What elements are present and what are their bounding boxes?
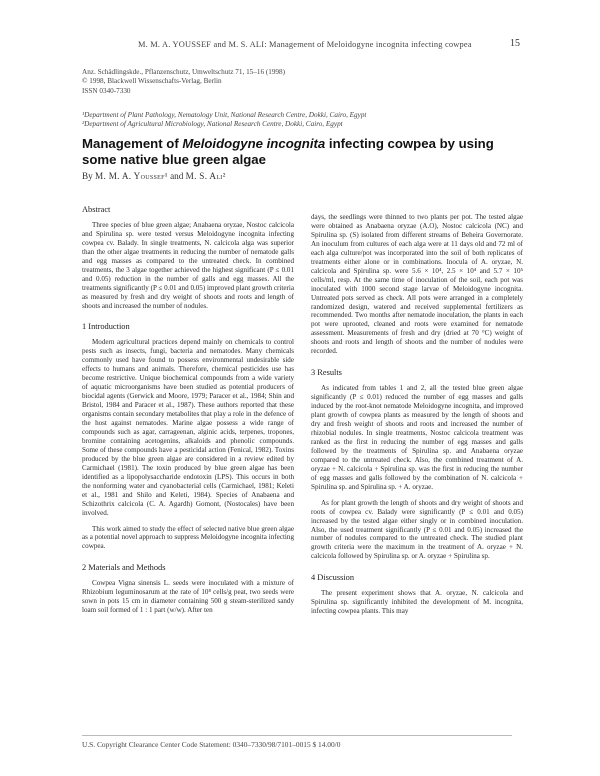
materials-paragraph-1: Cowpea Vigna sinensis L. seeds were inoculated with a mixture of Rhizobium leguminosarum at the rate of 10⁸ cells/g peat, two seeds were sown in pots 15 cm in diameter containing 500 g steam-sterilized sandy loam soil formed of 1 : 1 part (w/w). After ten [82,579,294,615]
left-column [82,206,294,615]
footer-divider [82,735,512,736]
issn-line: ISSN 0340-7330 [82,86,131,95]
affiliation-2: ²Department of Agricultural Microbiology, National Research Centre, Dokki, Cairo, Egypt [82,120,343,129]
right-column [311,213,523,616]
title-species: Meloidogyne incognita [182,136,326,151]
results-paragraph-1: As indicated from tables 1 and 2, all the tested blue green algae significantly (P ≤ 0.01) reduced the number of egg masses and galls induced by the root-knot nematode Meloidogyne incognita, and improved plant growth of cowpea plants as measured by the length of shoots and dry and fresh weight of shoots and roots and increased the number of rhizobial nodules. In single treatments, Nostoc calcicola treatment was ranked as the first in reducing the number of egg masses and galls followed by the treatments of Spirulina sp. and Anabaena oryzae compared to the untreated check. Also, the combined treatment of A. oryzae + N. calcicola + Spirulina sp. was the first in reducing the number of egg masses and galls followed by the combination of N. calcicola + Spirulina sp. and Spirulina sp. + A. oryzae. [311,384,523,491]
introduction-paragraph-1: Modern agricultural practices depend mainly on chemicals to control pests such as insects, fungi, bacteria and nematodes. Many chemicals commonly used have found to possess environmental undesirable side effects to humans and animals. Therefore, chemical pesticides use has become restrictive. Unique biochemical compounds from a wide variety of aquatic microorganisms have been studied as potential producers of biocidal agents (Gerwick and Moore, 1979; Paracer et al., 1984; Shin and Bristol, 1984 and Paracer et al., 1987). These authors reported that these organisms contain secondary metabolites that play a role in the defence of the host against nematodes. Marine algae possess a wide range of compounds such as agar, carrageenan, alginic acids, terpenes, tropones, bromine containing acetogenins, alkaloids and phenolic compounds. Some of these compounds have a pesticidal action (Fenical, 1982). Toxins produced by the blue green algae are considered in a review edited by Carmichael (1981). The toxin produced by blue green algae has been identified as a lipopolysaccharide endotoxin (LPS). This occurs in both the nonforming water and cyanobacterial cells (Carmichael, 1981; Keleti et al., 1981 and Shilo and Keleti, 1984). Species of Anabaena and Schizothrix calcicola (C. A. Agardh) Gomont, (Nostocales) have been involved. [82,338,294,517]
abstract-heading: Abstract [82,205,111,214]
running-head: M. M. A. YOUSSEF and M. S. ALI: Management of Meloidogyne incognita infecting cowpea [138,40,472,49]
author-line [82,171,226,181]
authors-prefix: By [82,171,96,181]
article-title [82,136,512,167]
methods-continued: days, the seedlings were thinned to two plants per pot. The tested algae were obtained as Anabaena oryzae (A.O), Nostoc calcicola (NC) and Spirulina sp. (S) isolated from different streams of Beheira Governorate. An inoculum from cultures of each alga were at 11 days old and 72 ml of each alga culture/pot was incorporated into the soil of both replicates of treatments either alone or in combinations. Inocula of A. oryzae, N. calcicola and Spirulina sp. were 5.6 × 10⁴, 2.5 × 10⁴ and 5.7 × 10⁵ cells/ml, resp. At the same time of inoculation of the soil, each pot was inoculated with 1000 second stage larvae of Meloidogyne incognita. Untreated pots served as check. All pots were arranged in a completely randomized design, watered and received supplemental fertilizers as recommended. Two months after nematode inoculation, the plants in each pot were uprooted, cleaned and roots were examined for nematode assessment. Measurements of fresh and dry (dried at 70 °C) weight of shoots and roots and length of shoots and the number of nodules were recorded. [311,213,523,356]
abstract-text: Three species of blue green algae; Anabaena oryzae, Nostoc calcicola and Spirulina sp. were tested versus Meloidogyne incognita infecting cowpea cv. Balady. In single treatments, N. calcicola alga was superior than the other algae treatments in reducing the number of nematode galls and egg masses as compared to the untreated check. In combined treatments, the 3 algae together achieved the highest significant (P ≤ 0.01 and 0.05) reduction in the number of galls and egg masses. All the treatments significantly (P ≤ 0.01 and 0.05) improved plant growth criteria as measured by fresh and dry weight of shoots and roots and length of shoots and increased the number of nodules. [82,220,294,310]
affiliation-1: ¹Department of Plant Pathology, Nematology Unit, National Research Centre, Dokki, Cairo, Egypt [82,111,367,119]
affiliations [82,111,452,129]
introduction-heading: 1 Introduction [82,322,130,332]
publisher-line: © 1998, Blackwell Wissenschafts-Verlag, Berlin [82,77,222,86]
discussion-heading: 4 Discussion [311,573,355,583]
author-1: M. M. A. Youssef¹ [95,171,168,181]
introduction-paragraph-2: This work aimed to study the effect of selected native blue green algae as a potential novel approach to suppress Meloidogyne incognita infecting cowpea. [82,524,294,551]
results-heading: 3 Results [311,368,342,378]
title-part-1: Management of [82,136,183,151]
copyright-footer: U.S. Copyright Clearance Center Code Statement: 0340–7330/98/7101–0015 $ 14.00/0 [82,740,341,749]
journal-meta [82,68,412,96]
journal-citation: Anz. Schädlingskde., Pflanzenschutz, Umweltschutz 71, 15–16 (1998) [82,68,286,76]
authors-and: and [167,171,186,181]
page-number: 15 [510,38,520,49]
title-part-2: infecting cowpea by using some native blue green algae [82,136,494,167]
discussion-paragraph-1: The present experiment shows that A. oryzae, N. calcicola and Spirulina sp. significantly inhibited the development of M. incognita, infecting cowpea plants. This may [311,589,523,616]
materials-heading: 2 Materials and Methods [82,563,166,573]
author-2: M. S. Ali² [185,171,226,181]
results-paragraph-2: As for plant growth the length of shoots and dry weight of shoots and roots of cowpea cv. Balady were significantly (P ≤ 0.01 and 0.05) increased by the tested algae either singly or in combined inoculation. Also, the used treatment significantly (P ≤ 0.01 and 0.05) increased the number of nodules compared to the untreated check. The studied plant growth criteria were the maximum in the treatment of A. oryzae + N. calcicola followed by Spirulina sp. or A. oryzae + Spirulina sp. [311,498,523,561]
